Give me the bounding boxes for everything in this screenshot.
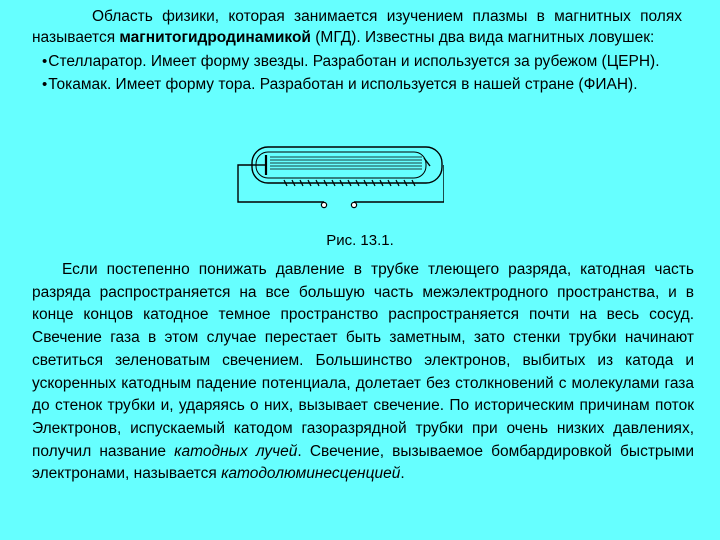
body-block (32, 259, 694, 486)
cathodoluminescence-term: катодолюминесценцией (221, 465, 401, 483)
body-text-end: . (400, 465, 405, 483)
bullet-icon: • (42, 52, 48, 70)
body-paragraph (32, 259, 694, 486)
intro-paragraph (32, 6, 682, 49)
bullet-stellarator (32, 51, 682, 72)
discharge-tube-figure (234, 144, 444, 214)
terminal-left (321, 202, 326, 207)
bullet-tokamak (32, 74, 682, 95)
intro-text: Область физики, которая занимается изучением плазмы в магнитных полях называется (32, 8, 682, 47)
figure-caption: Рис. 13.1. (326, 232, 394, 249)
bullet-text: Стелларатор. Имеет форму звезды. Разработан и используется за рубежом (ЦЕРН). (48, 52, 660, 70)
bullet-text: Токамак. Имеет форму тора. Разработан и используется в нашей стране (ФИАН). (48, 75, 638, 93)
cathode-rays-term: катодных лучей (174, 442, 298, 460)
intro-text-end: (МГД). Известны два вида магнитных ловушек: (310, 29, 655, 47)
tube-inner (256, 152, 426, 178)
body-text-middle: . Свечение, вызываемое бомбардировкой быстрыми электронами, называется (32, 442, 694, 483)
terminal-right (351, 202, 356, 207)
anode (424, 158, 430, 166)
intro-block (32, 6, 682, 95)
body-text: Если постепенно понижать давление в трубке тлеющего разряда, катодная часть разряда распространяется на все большую часть межэлектродного пространства, и в конце концов катодное темное пространство распространяется почти на весь сосуд. Свечение газа в этом случае перестает быть заметным, зато стенки трубки начинают светиться зеленоватым свечением. Большинство электронов, выбитых из катода и ускоренных катодным падение потенциала, долетает без столкновений с молекулами газа до стенок трубки и, ударяясь о них, вызывает свечение. По историческим причинам поток Электронов, испускаемый катодом газоразрядной трубки при очень низких давлениях, получил название (32, 261, 694, 460)
mhd-term: магнитогидродинамикой (119, 29, 311, 47)
bullet-icon: • (42, 75, 48, 93)
